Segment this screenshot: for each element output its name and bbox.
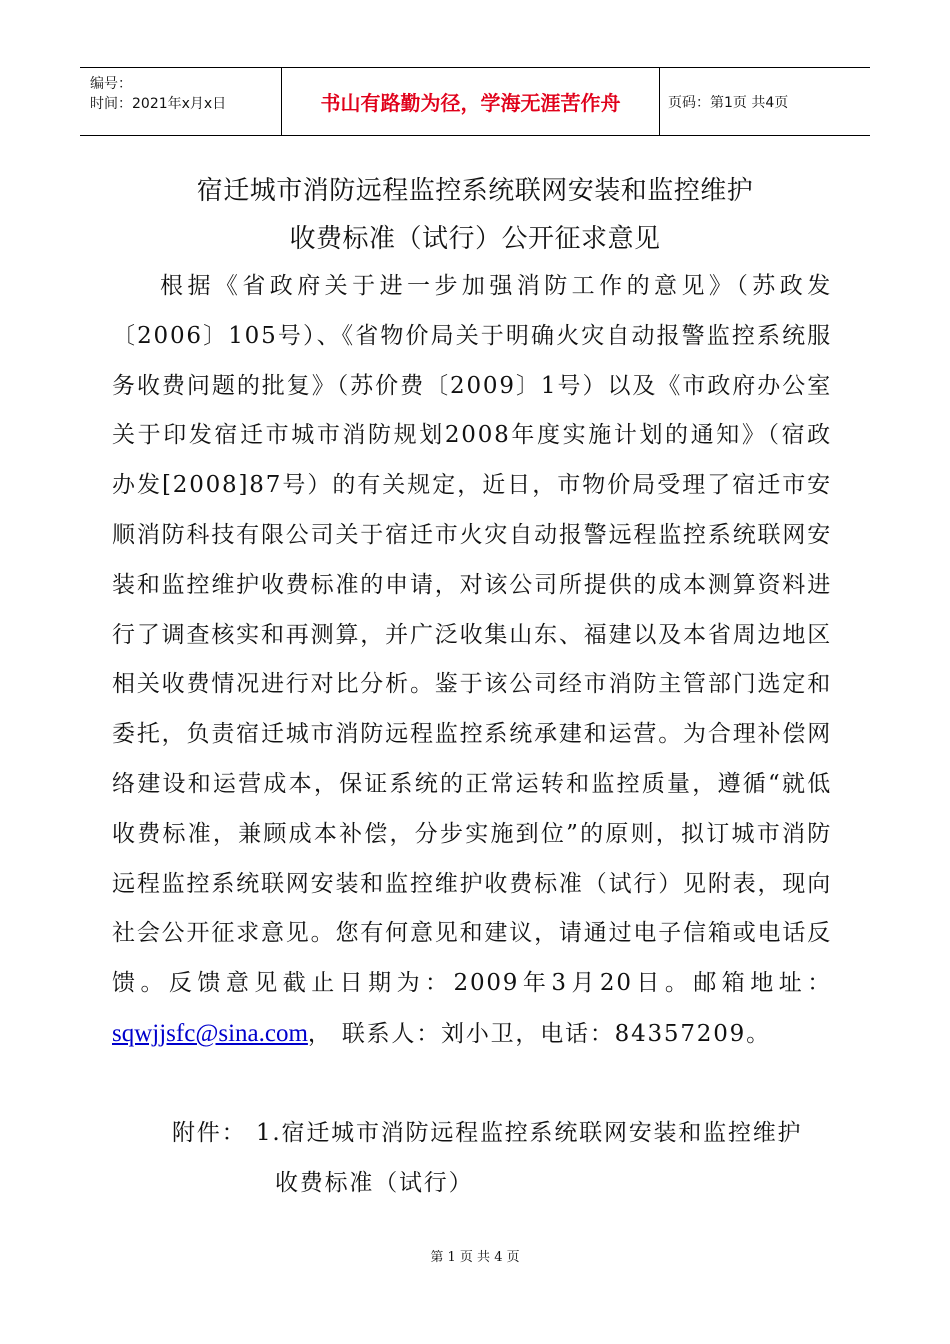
attachment-item-line1: 1.宿迁城市消防远程监控系统联网安装和监控维护 bbox=[256, 1120, 803, 1146]
body-text-part1: 根据《省政府关于进一步加强消防工作的意见》（苏政发〔2006〕105号）、《省物价局关于明确火灾自动报警监控系统服务收费问题的批复》（苏价费〔2009〕1号）以及《市政府办公室关于印发宿迁市城市消防规划2008年度实施计划的通知》（宿政办发[2008]87号）的有关规定，近日，市物价局受理了宿迁市安顺消防科技有限公司关于宿迁市火灾自动报警远程监控系统联网安装和监控维护收费标准的申请，对该公司所提供的成本测算资料进行了调查核实和再测算，并广泛收集山东、福建以及本省周边地区相关收费情况进行对比分析。鉴于该公司经市消防主管部门选定和委托，负责宿迁城市消防远程监控系统承建和运营。为合理补偿网络建设和运营成本，保证系统的正常运转和监控质量，遵循“就低收费标准，兼顾成本补偿，分步实施到位”的原则，拟订城市消防远程监控系统联网安装和监控维护收费标准（试行）见附表，现向社会公开征求意见。您有何意见和建议，请通过电子信箱或电话反馈。反馈意见截止日期为：2009年3月20日。邮箱地址： bbox=[112, 273, 832, 997]
doc-number-label: 编号： bbox=[90, 76, 132, 92]
header-meta bbox=[80, 68, 282, 135]
page-number-label: 页码：第1页 共4页 bbox=[668, 94, 789, 111]
email-link[interactable]: sqwjjsfc@sina.com bbox=[112, 1019, 308, 1047]
body-text-part2: ， 联系人：刘小卫，电话：84357209。 bbox=[307, 1020, 771, 1047]
header-motto bbox=[282, 68, 660, 135]
attachment-item-line2: 收费标准（试行） bbox=[275, 1170, 474, 1196]
attachment-section bbox=[172, 1108, 802, 1208]
document-title-line1: 宿迁城市消防远程监控系统联网安装和监控维护 bbox=[196, 176, 754, 206]
motto-text: 书山有路勤为径，学海无涯苦作舟 bbox=[320, 91, 621, 115]
page-footer: 第 1 页 共 4 页 bbox=[430, 1250, 520, 1265]
doc-date-label: 时间：2021年x月x日 bbox=[90, 96, 227, 112]
document-title-line2: 收费标准（试行）公开征求意见 bbox=[289, 224, 661, 254]
document-header bbox=[80, 67, 870, 136]
body-paragraph bbox=[112, 262, 832, 1060]
header-page-info bbox=[660, 68, 870, 135]
attachment-label: 附件： bbox=[172, 1120, 247, 1146]
